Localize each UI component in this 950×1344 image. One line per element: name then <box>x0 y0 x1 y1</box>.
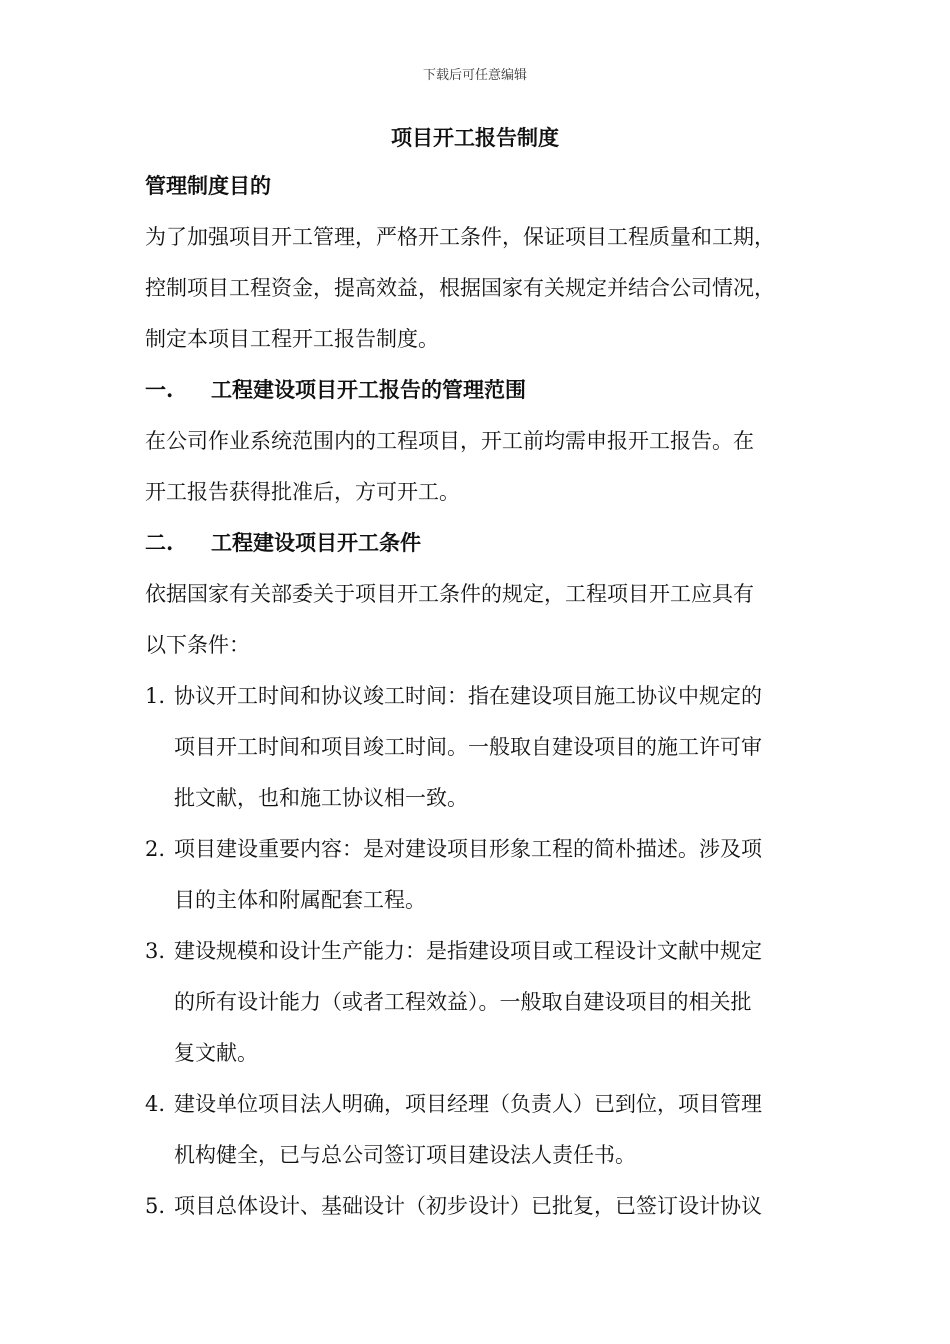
list-item <box>145 1188 810 1239</box>
list-item-continuation: 复文献。 <box>174 1041 258 1065</box>
list-item-continuation: 机构健全，已与总公司签订项目建设法人责任书。 <box>174 1143 636 1167</box>
section-2-heading <box>145 525 810 576</box>
purpose-line: 为了加强项目开工管理，严格开工条件，保证项目工程质量和工期， <box>145 225 775 249</box>
list-item-continuation: 批文献，也和施工协议相一致。 <box>174 786 468 810</box>
list-item-number: 2. <box>145 837 166 861</box>
list-item <box>145 678 810 729</box>
list-item-continuation: 目的主体和附属配套工程。 <box>174 888 426 912</box>
section-2-title: 工程建设项目开工条件 <box>211 530 421 555</box>
section-1-title: 工程建设项目开工报告的管理范围 <box>211 377 526 402</box>
section-1-line: 开工报告获得批准后，方可开工。 <box>145 480 460 504</box>
list-item-number: 3. <box>145 939 166 963</box>
list-item <box>145 933 810 984</box>
list-item-continuation: 的所有设计能力（或者工程效益）。一般取自建设项目的相关批 <box>174 990 752 1014</box>
document-title: 项目开工报告制度 <box>391 125 559 150</box>
list-item <box>145 1086 810 1137</box>
section-2-line: 依据国家有关部委关于项目开工条件的规定，工程项目开工应具有 <box>145 582 754 606</box>
section-2-line: 以下条件： <box>145 633 250 657</box>
list-item-text: 协议开工时间和协议竣工时间：指在建设项目施工协议中规定的 <box>174 684 762 708</box>
list-item-number: 1. <box>145 684 166 708</box>
document-body <box>145 168 810 1239</box>
purpose-line: 制定本项目工程开工报告制度。 <box>145 327 439 351</box>
section-1-heading <box>145 372 810 423</box>
section-1-number: 一. <box>145 377 174 402</box>
section-2-number: 二. <box>145 530 174 555</box>
list-item <box>145 831 810 882</box>
purpose-heading: 管理制度目的 <box>145 173 271 198</box>
list-item-text: 项目总体设计、基础设计（初步设计）已批复，已签订设计协议 <box>174 1194 762 1218</box>
purpose-line: 控制项目工程资金，提高效益，根据国家有关规定并结合公司情况， <box>145 276 775 300</box>
list-item-text: 建设规模和设计生产能力：是指建设项目或工程设计文献中规定 <box>174 939 762 963</box>
list-item-continuation: 项目开工时间和项目竣工时间。一般取自建设项目的施工许可审 <box>174 735 762 759</box>
list-item-number: 5. <box>145 1194 166 1218</box>
header-note: 下载后可任意编辑 <box>422 68 527 83</box>
section-1-line: 在公司作业系统范围内的工程项目，开工前均需申报开工报告。在 <box>145 429 754 453</box>
list-item-text: 建设单位项目法人明确，项目经理（负责人）已到位，项目管理 <box>174 1092 762 1116</box>
list-item-number: 4. <box>145 1092 166 1116</box>
list-item-text: 项目建设重要内容：是对建设项目形象工程的简朴描述。涉及项 <box>174 837 762 861</box>
